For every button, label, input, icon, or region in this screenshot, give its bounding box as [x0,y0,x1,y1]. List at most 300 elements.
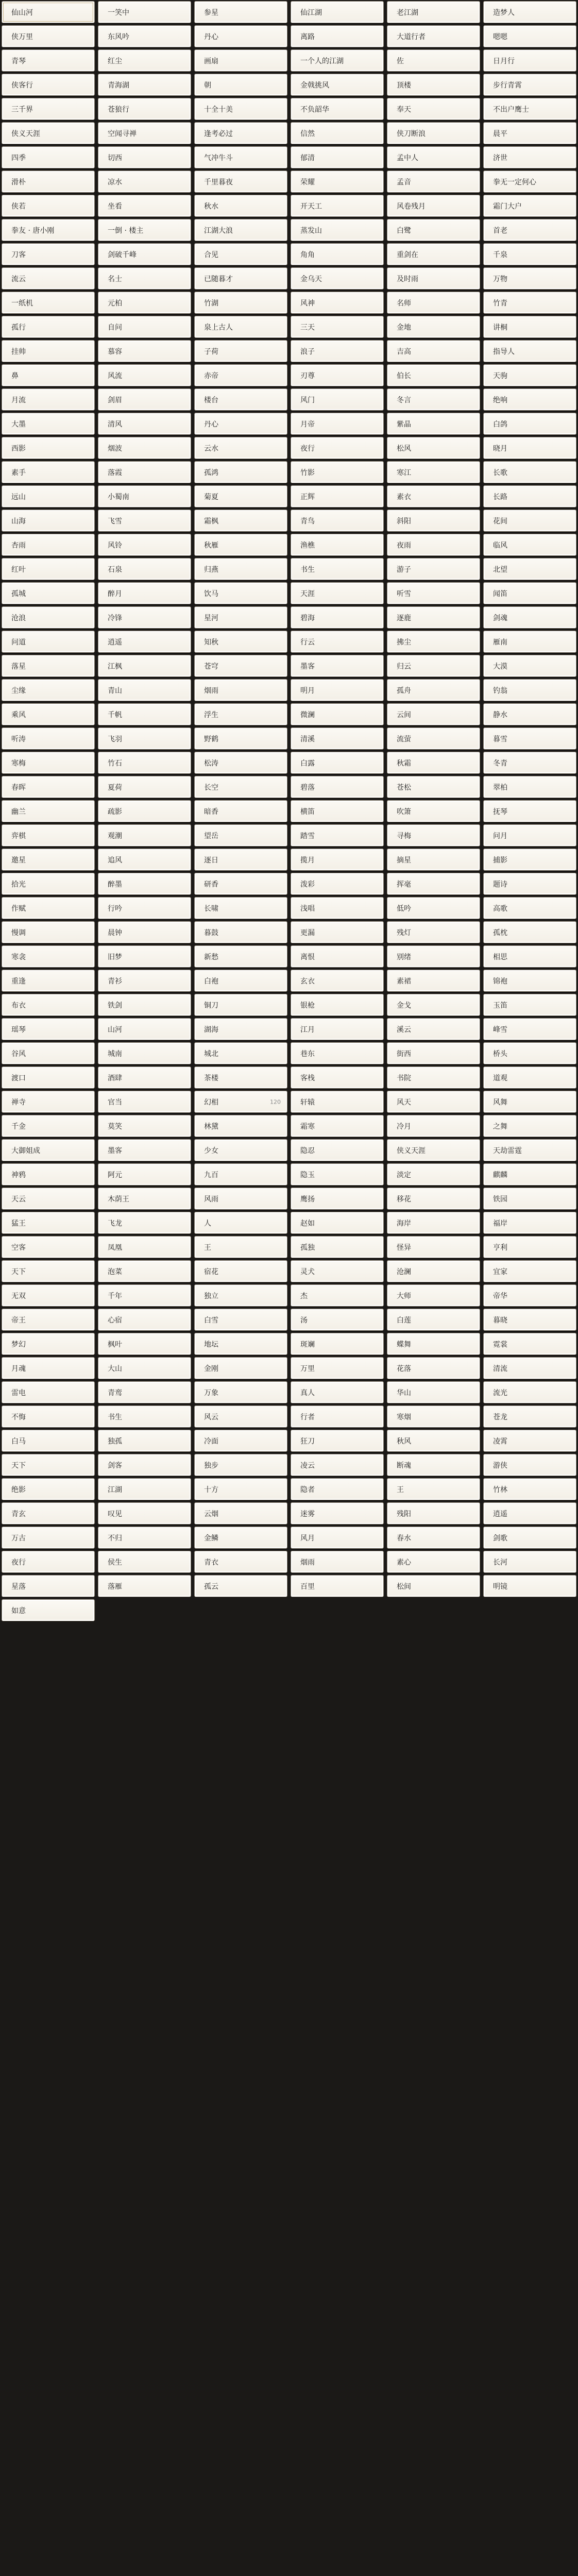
name-tile[interactable] [387,1236,480,1258]
name-tile[interactable] [98,510,191,532]
name-tile[interactable] [98,1478,191,1500]
name-tile[interactable] [483,437,576,459]
name-tile[interactable] [98,727,191,750]
name-tile[interactable] [2,364,95,386]
name-tile[interactable] [483,1236,576,1258]
name-tile[interactable] [291,1188,384,1210]
name-tile[interactable] [291,1284,384,1307]
name-tile[interactable] [98,945,191,968]
name-tile[interactable] [98,897,191,919]
name-tile[interactable] [98,1260,191,1282]
name-tile[interactable] [387,679,480,701]
name-tile[interactable] [483,824,576,846]
name-tile[interactable] [194,1091,287,1113]
name-tile[interactable] [483,800,576,822]
name-tile[interactable] [98,461,191,483]
name-tile[interactable] [194,1236,287,1258]
name-tile[interactable] [291,1333,384,1355]
name-tile[interactable] [387,849,480,871]
name-tile[interactable] [387,1,480,23]
name-tile[interactable] [291,606,384,629]
name-tile[interactable] [194,800,287,822]
name-tile[interactable] [291,873,384,895]
name-tile[interactable] [291,824,384,846]
name-tile[interactable] [98,800,191,822]
name-tile[interactable] [98,679,191,701]
name-tile[interactable] [194,1188,287,1210]
name-tile[interactable] [194,1357,287,1379]
name-tile[interactable] [483,1188,576,1210]
name-tile[interactable] [387,1018,480,1040]
name-tile[interactable] [2,1260,95,1282]
name-tile[interactable] [2,1163,95,1185]
name-tile[interactable] [387,1260,480,1282]
name-tile[interactable] [291,49,384,72]
name-tile[interactable] [98,873,191,895]
name-tile[interactable] [387,970,480,992]
name-tile[interactable] [387,74,480,96]
name-tile[interactable] [387,873,480,895]
name-tile[interactable] [291,1163,384,1185]
name-tile[interactable] [194,1212,287,1234]
name-tile[interactable] [483,1333,576,1355]
name-tile[interactable] [194,752,287,774]
name-tile[interactable] [483,1163,576,1185]
name-tile[interactable] [2,897,95,919]
name-tile[interactable] [194,824,287,846]
name-tile[interactable] [2,195,95,217]
name-tile[interactable] [2,1430,95,1452]
name-tile[interactable] [387,364,480,386]
name-tile[interactable] [291,1430,384,1452]
name-tile[interactable] [2,49,95,72]
name-tile[interactable] [98,921,191,943]
name-tile[interactable] [98,171,191,193]
name-tile[interactable] [387,388,480,411]
name-tile[interactable] [98,340,191,362]
name-tile[interactable] [2,1599,95,1621]
name-tile[interactable] [98,25,191,47]
name-tile[interactable] [483,316,576,338]
name-tile[interactable] [2,1357,95,1379]
name-tile[interactable] [483,921,576,943]
name-tile[interactable] [194,703,287,725]
name-tile[interactable] [387,897,480,919]
name-tile[interactable] [194,267,287,290]
name-tile[interactable] [483,1502,576,1524]
name-tile[interactable] [291,1260,384,1282]
name-tile[interactable] [483,364,576,386]
name-tile[interactable] [194,364,287,386]
name-tile[interactable] [194,873,287,895]
name-tile[interactable] [194,292,287,314]
name-tile[interactable] [483,1018,576,1040]
name-tile[interactable] [387,752,480,774]
name-tile[interactable] [194,195,287,217]
name-tile[interactable] [387,1042,480,1064]
name-tile[interactable] [98,1527,191,1549]
name-tile[interactable] [483,558,576,580]
name-tile[interactable] [194,1333,287,1355]
name-tile[interactable] [291,849,384,871]
name-tile[interactable] [98,1551,191,1573]
name-tile[interactable] [194,679,287,701]
name-tile[interactable] [483,1430,576,1452]
name-tile[interactable] [98,582,191,604]
name-tile[interactable] [98,1454,191,1476]
name-tile[interactable] [291,534,384,556]
name-tile[interactable] [387,655,480,677]
name-tile[interactable] [98,1333,191,1355]
name-tile[interactable] [98,195,191,217]
name-tile[interactable] [387,510,480,532]
name-tile[interactable] [98,1066,191,1089]
name-tile[interactable] [194,243,287,265]
name-tile[interactable] [387,243,480,265]
name-tile[interactable] [98,1042,191,1064]
name-tile[interactable] [483,703,576,725]
name-tile[interactable] [2,1551,95,1573]
name-tile[interactable] [291,1018,384,1040]
name-tile[interactable] [2,679,95,701]
name-tile[interactable] [194,970,287,992]
name-tile[interactable] [291,340,384,362]
name-tile[interactable] [98,534,191,556]
name-tile[interactable] [483,25,576,47]
name-tile[interactable] [387,1454,480,1476]
name-tile[interactable] [483,413,576,435]
name-tile[interactable] [98,122,191,144]
name-tile[interactable] [194,606,287,629]
name-tile[interactable] [387,1430,480,1452]
name-tile[interactable] [194,510,287,532]
name-tile[interactable] [387,1066,480,1089]
name-tile[interactable] [291,98,384,120]
name-tile[interactable] [483,485,576,507]
name-tile[interactable] [2,582,95,604]
name-tile[interactable] [194,49,287,72]
name-tile[interactable] [194,1551,287,1573]
name-tile[interactable] [2,1139,95,1161]
name-tile[interactable] [291,582,384,604]
name-tile[interactable] [291,703,384,725]
name-tile[interactable] [291,364,384,386]
name-tile[interactable] [291,1309,384,1331]
name-tile[interactable] [2,485,95,507]
name-tile[interactable] [387,461,480,483]
name-tile[interactable] [2,1478,95,1500]
name-tile[interactable] [194,1575,287,1597]
name-tile[interactable] [387,1405,480,1428]
name-tile[interactable] [291,994,384,1016]
name-tile[interactable] [98,1502,191,1524]
name-tile[interactable] [387,1502,480,1524]
name-tile[interactable] [194,1115,287,1137]
name-tile[interactable] [387,727,480,750]
name-tile[interactable] [483,1066,576,1089]
name-tile[interactable] [98,631,191,653]
name-tile[interactable] [98,1575,191,1597]
name-tile[interactable] [291,1478,384,1500]
name-tile[interactable] [98,1309,191,1331]
name-tile[interactable] [291,461,384,483]
name-tile[interactable] [291,171,384,193]
name-tile[interactable] [98,49,191,72]
name-tile[interactable] [291,74,384,96]
name-tile[interactable] [194,1260,287,1282]
name-tile[interactable] [194,122,287,144]
name-tile[interactable] [2,1188,95,1210]
name-tile[interactable] [291,945,384,968]
name-tile[interactable] [483,267,576,290]
name-tile[interactable] [98,1091,191,1113]
name-tile[interactable] [291,292,384,314]
name-tile[interactable] [194,631,287,653]
name-tile[interactable] [194,1066,287,1089]
name-tile[interactable] [194,534,287,556]
name-tile[interactable] [194,1478,287,1500]
name-tile[interactable] [194,388,287,411]
name-tile[interactable] [387,267,480,290]
name-tile[interactable] [194,340,287,362]
name-tile[interactable] [387,171,480,193]
name-tile[interactable] [483,727,576,750]
name-tile[interactable] [387,1357,480,1379]
name-tile[interactable] [387,1091,480,1113]
name-tile[interactable] [2,243,95,265]
name-tile[interactable] [291,388,384,411]
name-tile[interactable] [483,606,576,629]
name-tile[interactable] [483,679,576,701]
name-tile[interactable] [2,292,95,314]
name-tile[interactable] [291,776,384,798]
name-tile[interactable] [291,1551,384,1573]
name-tile[interactable] [98,1188,191,1210]
name-tile[interactable] [387,631,480,653]
name-tile[interactable] [194,74,287,96]
name-tile[interactable] [2,1502,95,1524]
name-tile[interactable] [98,1212,191,1234]
name-tile[interactable] [291,437,384,459]
name-tile[interactable] [98,752,191,774]
name-tile[interactable] [2,1212,95,1234]
name-tile[interactable] [483,1575,576,1597]
name-tile[interactable] [194,25,287,47]
name-tile[interactable] [291,752,384,774]
name-tile[interactable] [194,219,287,241]
name-tile[interactable] [387,437,480,459]
name-tile[interactable] [387,195,480,217]
name-tile[interactable] [194,558,287,580]
name-tile[interactable] [98,1357,191,1379]
name-tile[interactable] [291,655,384,677]
name-tile[interactable] [483,582,576,604]
name-tile[interactable] [2,1575,95,1597]
name-tile[interactable] [194,655,287,677]
name-tile[interactable] [387,340,480,362]
name-tile[interactable] [2,1091,95,1113]
name-tile[interactable] [387,558,480,580]
name-tile[interactable] [483,1381,576,1403]
name-tile[interactable] [2,1309,95,1331]
name-tile[interactable] [291,558,384,580]
name-tile[interactable] [387,316,480,338]
name-tile[interactable] [2,122,95,144]
name-tile[interactable] [2,849,95,871]
name-tile[interactable] [483,219,576,241]
name-tile[interactable] [483,873,576,895]
name-tile[interactable] [98,1163,191,1185]
name-tile[interactable] [2,1018,95,1040]
name-tile[interactable] [194,1284,287,1307]
name-tile[interactable] [98,1284,191,1307]
name-tile[interactable] [291,1357,384,1379]
name-tile[interactable] [483,994,576,1016]
name-tile[interactable] [483,1,576,23]
name-tile[interactable] [98,413,191,435]
name-tile[interactable] [98,316,191,338]
name-tile[interactable] [194,1527,287,1549]
name-tile[interactable] [291,1405,384,1428]
name-tile[interactable] [98,388,191,411]
name-tile[interactable] [98,267,191,290]
name-tile[interactable] [2,388,95,411]
name-tile[interactable] [387,582,480,604]
name-tile[interactable] [2,800,95,822]
name-tile[interactable] [98,146,191,168]
name-tile[interactable] [291,219,384,241]
name-tile[interactable] [291,1381,384,1403]
name-tile[interactable] [483,752,576,774]
name-tile[interactable] [2,1454,95,1476]
name-tile[interactable] [483,1212,576,1234]
name-tile[interactable] [387,1139,480,1161]
name-tile[interactable] [483,1139,576,1161]
name-tile[interactable] [194,921,287,943]
name-tile[interactable] [98,437,191,459]
name-tile[interactable] [2,873,95,895]
name-tile[interactable] [483,897,576,919]
name-tile[interactable] [2,631,95,653]
name-tile[interactable] [483,74,576,96]
name-tile[interactable] [2,219,95,241]
name-tile[interactable] [98,485,191,507]
name-tile[interactable] [194,776,287,798]
name-tile[interactable] [291,243,384,265]
name-tile[interactable] [291,1527,384,1549]
name-tile[interactable] [2,1236,95,1258]
name-tile[interactable] [291,510,384,532]
name-tile[interactable] [2,558,95,580]
name-tile[interactable] [194,437,287,459]
name-tile[interactable] [194,727,287,750]
name-tile[interactable] [98,558,191,580]
name-tile[interactable] [2,461,95,483]
name-tile[interactable] [194,582,287,604]
name-tile[interactable] [194,316,287,338]
name-tile[interactable] [483,171,576,193]
name-tile[interactable] [387,994,480,1016]
name-tile[interactable] [483,849,576,871]
name-tile[interactable] [194,1309,287,1331]
name-tile[interactable] [387,292,480,314]
name-tile[interactable] [194,1042,287,1064]
name-tile[interactable] [98,1018,191,1040]
name-tile[interactable] [98,703,191,725]
name-tile[interactable] [194,1018,287,1040]
name-tile[interactable] [98,98,191,120]
name-tile[interactable] [2,340,95,362]
name-tile[interactable] [2,970,95,992]
name-tile[interactable] [194,461,287,483]
name-tile[interactable] [2,146,95,168]
name-tile[interactable] [387,703,480,725]
name-tile[interactable] [2,727,95,750]
name-tile[interactable] [483,1357,576,1379]
name-tile[interactable] [387,824,480,846]
name-tile[interactable] [98,849,191,871]
name-tile[interactable] [98,1381,191,1403]
name-tile[interactable] [2,267,95,290]
name-tile[interactable] [387,413,480,435]
name-tile[interactable] [483,1115,576,1137]
name-tile[interactable] [2,98,95,120]
name-tile[interactable] [387,122,480,144]
name-tile[interactable] [2,945,95,968]
name-tile[interactable] [2,1527,95,1549]
name-tile[interactable] [98,364,191,386]
name-tile[interactable] [2,413,95,435]
name-tile[interactable] [2,1042,95,1064]
name-tile[interactable] [194,1430,287,1452]
name-tile[interactable] [483,122,576,144]
name-tile[interactable] [98,74,191,96]
name-tile[interactable] [98,1430,191,1452]
name-tile[interactable] [2,1284,95,1307]
name-tile[interactable] [194,994,287,1016]
name-tile[interactable] [291,1502,384,1524]
name-tile[interactable] [194,897,287,919]
name-tile[interactable] [483,655,576,677]
name-tile[interactable] [291,122,384,144]
name-tile[interactable] [194,1381,287,1403]
name-tile[interactable] [291,1091,384,1113]
name-tile[interactable] [387,776,480,798]
name-tile[interactable] [387,534,480,556]
name-tile[interactable] [98,243,191,265]
name-tile[interactable] [291,897,384,919]
name-tile[interactable] [483,776,576,798]
name-tile[interactable] [387,1478,480,1500]
name-tile[interactable] [98,776,191,798]
name-tile[interactable] [387,1333,480,1355]
name-tile[interactable] [387,146,480,168]
name-tile[interactable] [483,1527,576,1549]
name-tile[interactable] [2,921,95,943]
name-tile[interactable] [483,1091,576,1113]
name-tile[interactable] [291,921,384,943]
name-tile[interactable] [483,340,576,362]
name-tile[interactable] [483,1042,576,1064]
name-tile[interactable] [291,485,384,507]
name-tile[interactable] [483,146,576,168]
name-tile[interactable] [194,1405,287,1428]
name-tile[interactable] [483,1284,576,1307]
name-tile[interactable] [291,970,384,992]
name-tile[interactable] [387,1527,480,1549]
name-tile[interactable] [291,413,384,435]
name-tile[interactable] [483,388,576,411]
